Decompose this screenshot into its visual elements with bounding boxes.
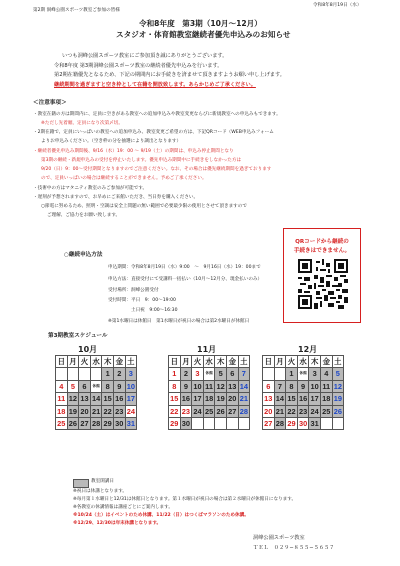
calendar-day: 17 bbox=[126, 394, 135, 404]
calendar-day: 5 bbox=[332, 368, 344, 380]
calendar-day: 20 bbox=[80, 406, 89, 416]
calendar-day: 1 bbox=[102, 368, 114, 380]
weekday-header: 金 bbox=[113, 356, 125, 368]
note-line: 第3期の継続・新規申込みの受付を停止いたします。優先申込み期間中に手続きをしなかった方は bbox=[41, 158, 242, 163]
calendar-day: 17 bbox=[310, 394, 319, 404]
weekday-header: 木 bbox=[215, 356, 227, 368]
note-line: ・継続者優先申込み期間後、9/16（水）19：00 〜 9/19（土）の期間は、申込み停止期間となり bbox=[33, 149, 234, 154]
calendar-day: 12 bbox=[216, 381, 225, 391]
calendar-day: 25 bbox=[204, 406, 214, 416]
calendar-week-row bbox=[56, 368, 137, 380]
footer-org: 洞峰公園スポーツ教室 bbox=[253, 535, 305, 541]
intro-line-1: いつも洞峰公園スポーツ教室にご参加頂き誠にありがとうございます。 bbox=[62, 53, 228, 59]
calendar-week-row bbox=[169, 393, 250, 405]
calendar-day: 11 bbox=[57, 394, 66, 404]
calendar-day: 4 bbox=[56, 380, 68, 392]
note-line: 9/20（日）9：00〜受付期間となりますのでご注意ください。なお、その場合は優先継続期間を過ぎております bbox=[41, 167, 272, 172]
note-line: ご理解、ご協力をお願い致します。 bbox=[47, 213, 121, 218]
note-line: ○節電に努めるため、照明・空調は安全上問題の無い範囲で必要最少限の使用とさせて頂きますので bbox=[41, 204, 247, 209]
weekday-header: 水 bbox=[90, 356, 102, 368]
qr-caption-line-1: QRコードから継続の bbox=[295, 239, 349, 245]
calendar-day: 休館 bbox=[297, 368, 309, 380]
calendar-day: 20 bbox=[264, 406, 273, 416]
weekday-header-row bbox=[263, 356, 344, 368]
calendar-week-row bbox=[56, 405, 137, 417]
calendar-day: 6 bbox=[263, 380, 275, 392]
calendar-day bbox=[320, 417, 332, 429]
weekday-header: 日 bbox=[169, 356, 181, 368]
note-line: ・遅刻が予想されますので、お早めにご来館いただき、当日券を購入ください。 bbox=[33, 195, 199, 200]
legend-note: ※祝日は休講となります。 bbox=[73, 489, 128, 494]
weekday-header: 金 bbox=[320, 356, 332, 368]
calendar-day: 30 bbox=[181, 418, 190, 428]
calendar-day: 6 bbox=[79, 380, 91, 392]
calendar-day: 22 bbox=[170, 406, 179, 416]
intro-line-2: 令和8年度 第3期洞峰公園スポーツ教室の継続者優先申込みを行います。 bbox=[54, 63, 223, 69]
calendar-day: 22 bbox=[287, 406, 296, 416]
continuation-heading: ○継続申込方法 bbox=[64, 252, 103, 258]
calendar-day bbox=[332, 417, 344, 429]
weekday-header: 火 bbox=[192, 356, 204, 368]
calendar-week-row bbox=[56, 380, 137, 392]
calendar-day: 27 bbox=[80, 418, 89, 428]
month-title-december: 12月 bbox=[298, 345, 318, 354]
intro-warning: 継続期間を過ぎますと空き枠として在籍を開放致します。あらかじめご了承ください。 bbox=[54, 82, 256, 88]
calendar-day: 11 bbox=[205, 381, 213, 391]
calendar-day: 11 bbox=[322, 381, 331, 391]
calendar-day: 7 bbox=[274, 380, 286, 392]
calendar-day: 30 bbox=[298, 418, 308, 428]
calendar-day: 21 bbox=[275, 406, 284, 416]
legend-note: ※各教室の休講情報は講座ごとにご案内します。 bbox=[73, 505, 173, 510]
calendar-day: 10 bbox=[193, 381, 202, 391]
calendar-day: 16 bbox=[298, 394, 308, 404]
calendar-day: 26 bbox=[333, 406, 342, 416]
calendar-day: 9 bbox=[113, 380, 125, 392]
footer-tel: ＴＥＬ ０２９−８５５−５６５７ bbox=[253, 545, 335, 551]
calendar-week-row bbox=[169, 380, 250, 392]
calendar-day bbox=[90, 368, 102, 380]
title-line-2: スタジオ・体育館教室継続者優先申込みのお知らせ bbox=[116, 30, 291, 39]
calendar-day: 24 bbox=[193, 406, 202, 416]
calendar-day: 31 bbox=[126, 418, 135, 428]
continuation-line: 土日祝 9:00〜16:30 bbox=[108, 308, 178, 313]
calendar-day: 1 bbox=[169, 368, 181, 380]
calendar-day bbox=[203, 417, 215, 429]
notes-heading: ＜注意事項＞ bbox=[33, 100, 67, 106]
issue-date: 令和8年8月19日（水） bbox=[313, 3, 362, 8]
calendar-day: 26 bbox=[68, 418, 77, 428]
calendar-day: 16 bbox=[181, 394, 190, 404]
calendar-day: 23 bbox=[115, 406, 124, 416]
calendar-day: 2 bbox=[180, 368, 192, 380]
calendar-day: 23 bbox=[298, 406, 308, 416]
calendar-day bbox=[274, 368, 286, 380]
weekday-header-row bbox=[56, 356, 137, 368]
calendar-day: 14 bbox=[275, 394, 284, 404]
note-line: よりお申込みください。（空き枠の分を抽選により調出となります） bbox=[41, 139, 182, 144]
calendar-day: 18 bbox=[322, 394, 331, 404]
calendar-day: 10 bbox=[310, 381, 319, 391]
calendar-day: 17 bbox=[193, 394, 202, 404]
calendar-day: 26 bbox=[216, 406, 225, 416]
qr-code-box bbox=[283, 228, 361, 323]
calendar-week-row bbox=[56, 417, 137, 429]
calendar-day: 29 bbox=[103, 418, 112, 428]
legend-label: 教室開講日 bbox=[91, 479, 114, 484]
calendar-week-row bbox=[169, 368, 250, 380]
calendar-day: 19 bbox=[333, 394, 342, 404]
calendar-day: 2 bbox=[113, 368, 125, 380]
continuation-line: 受付時間：平日 9：00〜19:00 bbox=[108, 298, 176, 303]
weekday-header: 月 bbox=[180, 356, 192, 368]
weekday-header: 土 bbox=[332, 356, 344, 368]
calendar-week-row bbox=[263, 417, 344, 429]
calendar-day: 28 bbox=[91, 418, 101, 428]
weekday-header: 木 bbox=[102, 356, 114, 368]
weekday-header: 火 bbox=[286, 356, 298, 368]
weekday-header: 木 bbox=[309, 356, 321, 368]
calendar-week-row bbox=[169, 405, 250, 417]
calendar-day: 15 bbox=[103, 394, 112, 404]
weekday-header-row bbox=[169, 356, 250, 368]
month-title-november: 11月 bbox=[197, 345, 217, 354]
weekday-header: 日 bbox=[56, 356, 68, 368]
intro-line-3: 第2期在籍優先となるため、下記の期間内にお手続きを済ませて頂きますようお願い申し上げます。 bbox=[54, 72, 285, 78]
calendar-day: 5 bbox=[67, 380, 79, 392]
calendar-day: 21 bbox=[91, 406, 101, 416]
calendar-october bbox=[55, 355, 137, 430]
weekday-header: 月 bbox=[67, 356, 79, 368]
calendar-week-row bbox=[263, 380, 344, 392]
calendar-day: 27 bbox=[228, 406, 237, 416]
calendar-day: 3 bbox=[309, 368, 321, 380]
weekday-header: 水 bbox=[297, 356, 309, 368]
calendar-day bbox=[79, 368, 91, 380]
calendar-day bbox=[226, 417, 238, 429]
calendar-day bbox=[67, 368, 79, 380]
calendar-day bbox=[192, 417, 204, 429]
calendar-day: 15 bbox=[170, 394, 179, 404]
calendar-day: 12 bbox=[68, 394, 77, 404]
note-line: ・教室在籍の方は期間内に、定員に空きがある教室への追加申込みや教室変更ならびに新規教室への申込みもできます。 bbox=[33, 112, 281, 117]
calendar-day: 休館 bbox=[90, 380, 102, 392]
calendar-day bbox=[215, 417, 227, 429]
calendar-week-row bbox=[56, 393, 137, 405]
qr-caption-line-2: 手続きはできません。 bbox=[293, 248, 351, 254]
continuation-line: ※第1水曜日は休館日 第1水曜日が祝日の場合は第2水曜日が休館日 bbox=[108, 319, 250, 324]
calendar-day: 25 bbox=[57, 418, 66, 428]
top-left-note: 第2期 洞峰公園スポーツ教室ご参加の皆様 bbox=[33, 8, 120, 13]
qr-code-icon[interactable] bbox=[298, 259, 348, 309]
calendar-day: 27 bbox=[264, 418, 273, 428]
legend-note: ※毎月第１水曜日と12/31は休館日となります。第１水曜日が祝日の場合は第２水曜日が休館日になります。 bbox=[73, 497, 297, 502]
calendar-day: 28 bbox=[275, 418, 284, 428]
calendar-week-row bbox=[263, 368, 344, 380]
calendar-day bbox=[56, 368, 68, 380]
note-line: ・2期在籍で、定員にいっぱいの教室への追加申込み、教室変更ご希望の方は、下記QRコード（WEB申込みフォーム bbox=[33, 130, 274, 135]
calendar-day: 19 bbox=[68, 406, 77, 416]
calendar-day: 5 bbox=[215, 368, 227, 380]
calendar-day: 23 bbox=[181, 406, 190, 416]
calendar-day: 8 bbox=[102, 380, 114, 392]
calendar-day: 7 bbox=[238, 368, 250, 380]
calendar-day: 16 bbox=[115, 394, 124, 404]
continuation-line: 申込期間：令和8年8月19日（水）9:00 〜 9月16日（水）19：00まで bbox=[108, 265, 261, 270]
calendar-day: 休館 bbox=[203, 368, 215, 380]
calendar-day: 14 bbox=[239, 381, 248, 391]
calendar-day: 18 bbox=[204, 394, 214, 404]
calendar-day: 1 bbox=[286, 368, 298, 380]
calendar-day: 22 bbox=[103, 406, 112, 416]
legend-red-note: ※10/24（土）はイベントのため休講、11/22（日）はつくばマラソンのため休講。 bbox=[73, 513, 249, 518]
weekday-header: 金 bbox=[226, 356, 238, 368]
calendar-day: 15 bbox=[287, 394, 296, 404]
weekday-header: 月 bbox=[274, 356, 286, 368]
calendar-day: 30 bbox=[115, 418, 124, 428]
calendar-day: 13 bbox=[228, 381, 237, 391]
calendar-day: 12 bbox=[333, 381, 342, 391]
calendar-day: 10 bbox=[126, 381, 135, 391]
calendar-day: 8 bbox=[286, 380, 298, 392]
calendar-day: 19 bbox=[216, 394, 225, 404]
calendar-day: 18 bbox=[57, 406, 66, 416]
weekday-header: 日 bbox=[263, 356, 275, 368]
calendar-day: 3 bbox=[125, 368, 137, 380]
calendar-day: 3 bbox=[192, 368, 204, 380]
calendar-day: 13 bbox=[80, 394, 89, 404]
weekday-header: 土 bbox=[238, 356, 250, 368]
calendar-day: 9 bbox=[180, 380, 192, 392]
note-line: ・技術中の方はマタニティ教室のみご参加が可能です。 bbox=[33, 186, 148, 191]
continuation-line: 受付場所：洞峰公園受付 bbox=[108, 288, 159, 293]
calendar-day: 8 bbox=[169, 380, 181, 392]
calendar-day: 13 bbox=[264, 394, 273, 404]
weekday-header: 水 bbox=[203, 356, 215, 368]
calendar-day: 29 bbox=[287, 418, 296, 428]
calendar-day bbox=[238, 417, 250, 429]
class-day-swatch bbox=[73, 479, 89, 488]
calendar-day: 9 bbox=[297, 380, 309, 392]
calendar-day: 21 bbox=[239, 394, 248, 404]
calendar-november bbox=[168, 355, 250, 430]
calendar-day: 20 bbox=[228, 394, 237, 404]
calendar-day: 31 bbox=[310, 418, 319, 428]
legend-red-note: ※12/29、12/30は年末休講となります。 bbox=[73, 521, 162, 526]
calendar-day: 4 bbox=[320, 368, 332, 380]
calendar-week-row bbox=[169, 417, 250, 429]
calendar-day: 25 bbox=[322, 406, 331, 416]
calendar-day: 6 bbox=[226, 368, 238, 380]
weekday-header: 火 bbox=[79, 356, 91, 368]
calendar-day: 24 bbox=[310, 406, 319, 416]
calendar-day: 24 bbox=[126, 406, 135, 416]
calendar-day: 28 bbox=[239, 406, 248, 416]
continuation-line: 申込方法：直接受付にて受講料一括払い（10月〜12月分、現金払いのみ） bbox=[108, 277, 263, 282]
calendar-day: 14 bbox=[91, 394, 101, 404]
calendar-day bbox=[263, 368, 275, 380]
title-line-1: 令和8年度 第3期（10月〜12月） bbox=[139, 19, 262, 28]
month-title-october: 10月 bbox=[78, 345, 98, 354]
calendar-day: 29 bbox=[170, 418, 179, 428]
schedule-heading: 第3期教室スケジュール bbox=[48, 333, 108, 339]
note-line: ※ただし先着順、定員になり次第〆切。 bbox=[41, 121, 123, 126]
weekday-header: 土 bbox=[125, 356, 137, 368]
calendar-week-row bbox=[263, 393, 344, 405]
note-line: ので、定員いっぱいの場合は継続することができません。予めご了承ください。 bbox=[41, 176, 207, 181]
calendar-december bbox=[262, 355, 344, 430]
calendar-week-row bbox=[263, 405, 344, 417]
